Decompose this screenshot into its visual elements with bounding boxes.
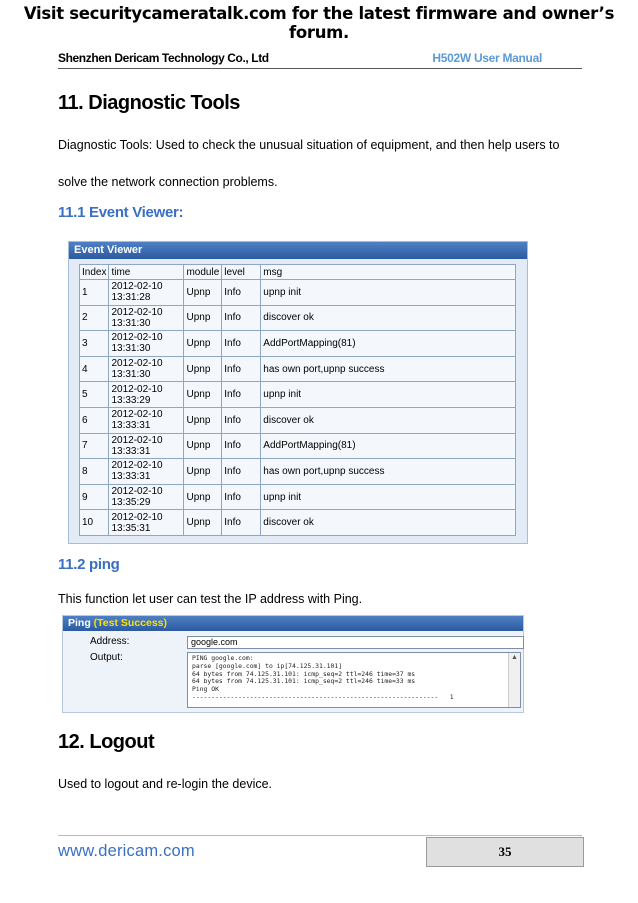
section-12-title: 12. Logout	[58, 731, 155, 753]
cell-date: 2012-02-10	[111, 434, 163, 446]
cell-time	[109, 433, 184, 459]
cell-date: 2012-02-10	[111, 306, 163, 318]
cell-msg: upnp init	[261, 280, 516, 306]
table-row	[80, 280, 516, 306]
cell-level: Info	[222, 484, 261, 510]
cell-level: Info	[222, 510, 261, 536]
cell-module: Upnp	[184, 356, 222, 382]
cell-level: Info	[222, 331, 261, 357]
cell-msg: discover ok	[261, 305, 516, 331]
cell-level: Info	[222, 407, 261, 433]
col-msg: msg	[261, 265, 516, 280]
cell-msg: discover ok	[261, 407, 516, 433]
cell-module: Upnp	[184, 510, 222, 536]
cell-time	[109, 484, 184, 510]
table-row	[80, 356, 516, 382]
table-row	[80, 382, 516, 408]
cell-module: Upnp	[184, 382, 222, 408]
cell-module: Upnp	[184, 484, 222, 510]
cell-clock: 13:35:29	[111, 497, 151, 509]
cell-date: 2012-02-10	[111, 511, 163, 523]
section-11-desc-line2: solve the network connection problems.	[58, 175, 278, 189]
section-12-desc: Used to logout and re-login the device.	[58, 777, 273, 791]
table-row	[80, 331, 516, 357]
address-input[interactable]: google.com	[187, 636, 524, 649]
section-11-title: 11. Diagnostic Tools	[58, 92, 240, 114]
cell-level: Info	[222, 382, 261, 408]
cell-date: 2012-02-10	[111, 409, 163, 421]
cell-level: Info	[222, 280, 261, 306]
cell-index: 4	[80, 356, 109, 382]
cell-time	[109, 459, 184, 485]
col-module: module	[184, 265, 222, 280]
col-level: level	[222, 265, 261, 280]
footer-divider	[58, 835, 582, 836]
cell-clock: 13:33:31	[111, 420, 151, 432]
scroll-up-icon[interactable]: ▲	[511, 654, 518, 661]
cell-index: 9	[80, 484, 109, 510]
cell-level: Info	[222, 356, 261, 382]
cell-index: 7	[80, 433, 109, 459]
cell-module: Upnp	[184, 459, 222, 485]
cell-clock: 13:33:31	[111, 445, 151, 457]
output-textarea[interactable]	[187, 652, 521, 708]
cell-date: 2012-02-10	[111, 460, 163, 472]
cell-index: 1	[80, 280, 109, 306]
output-scrollbar[interactable]	[508, 653, 520, 707]
cell-level: Info	[222, 305, 261, 331]
cell-msg: has own port,upnp success	[261, 459, 516, 485]
cell-time	[109, 356, 184, 382]
col-time: time	[109, 265, 184, 280]
cell-level: Info	[222, 433, 261, 459]
cell-clock: 13:31:30	[111, 369, 151, 381]
promo-banner: Visit securitycameratalk.com for the latest firmware and owner’s forum.	[23, 4, 615, 42]
table-row	[80, 305, 516, 331]
ping-status: (Test Success)	[93, 617, 168, 629]
table-row	[80, 510, 516, 536]
cell-index: 8	[80, 459, 109, 485]
cell-module: Upnp	[184, 305, 222, 331]
cell-time	[109, 280, 184, 306]
output-text: PING google.com: parse [google.com] to ip[74.125.31.101] 64 bytes from 74.125.31.101: icmp_seq=2 ttl=246 time=37 ms 64 bytes from 74.125.31.101: icmp_seq=2 ttl=246 time=33 ms Ping OK ---------------------------------------------------------------- 1	[192, 654, 454, 701]
page-header	[58, 50, 582, 69]
cell-msg: has own port,upnp success	[261, 356, 516, 382]
cell-clock: 13:31:30	[111, 317, 151, 329]
table-row	[80, 484, 516, 510]
table-row	[80, 459, 516, 485]
cell-clock: 13:33:31	[111, 471, 151, 483]
cell-level: Info	[222, 459, 261, 485]
section-11-desc-line1: Diagnostic Tools: Used to check the unusual situation of equipment, and then help users to	[58, 138, 560, 152]
col-index: Index	[80, 265, 109, 280]
cell-index: 3	[80, 331, 109, 357]
cell-msg: discover ok	[261, 510, 516, 536]
ping-title: Ping	[68, 617, 91, 629]
event-table-header	[80, 265, 516, 280]
address-label: Address:	[90, 636, 130, 647]
ping-title-bar	[63, 616, 523, 631]
cell-date: 2012-02-10	[111, 332, 163, 344]
section-11-2-desc: This function let user can test the IP address with Ping.	[58, 592, 363, 606]
event-viewer-title: Event Viewer	[69, 242, 527, 259]
cell-clock: 13:31:30	[111, 343, 151, 355]
cell-module: Upnp	[184, 280, 222, 306]
section-11-2-title: 11.2 ping	[58, 556, 120, 573]
cell-msg: AddPortMapping(81)	[261, 433, 516, 459]
cell-clock: 13:35:31	[111, 522, 151, 534]
cell-time	[109, 510, 184, 536]
cell-module: Upnp	[184, 331, 222, 357]
output-label: Output:	[90, 652, 123, 663]
cell-module: Upnp	[184, 407, 222, 433]
cell-module: Upnp	[184, 433, 222, 459]
cell-msg: upnp init	[261, 484, 516, 510]
cell-clock: 13:33:29	[111, 394, 151, 406]
table-row	[80, 407, 516, 433]
cell-index: 2	[80, 305, 109, 331]
manual-title: H502W User Manual	[432, 51, 542, 65]
company-name: Shenzhen Dericam Technology Co., Ltd	[58, 51, 269, 65]
cell-index: 10	[80, 510, 109, 536]
cell-date: 2012-02-10	[111, 358, 163, 370]
table-row	[80, 433, 516, 459]
cell-index: 6	[80, 407, 109, 433]
cell-clock: 13:31:28	[111, 292, 151, 304]
cell-time	[109, 382, 184, 408]
event-table	[79, 264, 516, 536]
cell-time	[109, 331, 184, 357]
cell-time	[109, 305, 184, 331]
cell-date: 2012-02-10	[111, 383, 163, 395]
cell-date: 2012-02-10	[111, 486, 163, 498]
cell-time	[109, 407, 184, 433]
cell-msg: upnp init	[261, 382, 516, 408]
cell-msg: AddPortMapping(81)	[261, 331, 516, 357]
page-number: 35	[426, 837, 584, 867]
cell-date: 2012-02-10	[111, 281, 163, 293]
event-viewer-panel	[68, 241, 528, 544]
section-11-1-title: 11.1 Event Viewer:	[58, 204, 184, 221]
cell-index: 5	[80, 382, 109, 408]
ping-panel	[62, 615, 524, 713]
website-link[interactable]: www.dericam.com	[58, 842, 195, 860]
